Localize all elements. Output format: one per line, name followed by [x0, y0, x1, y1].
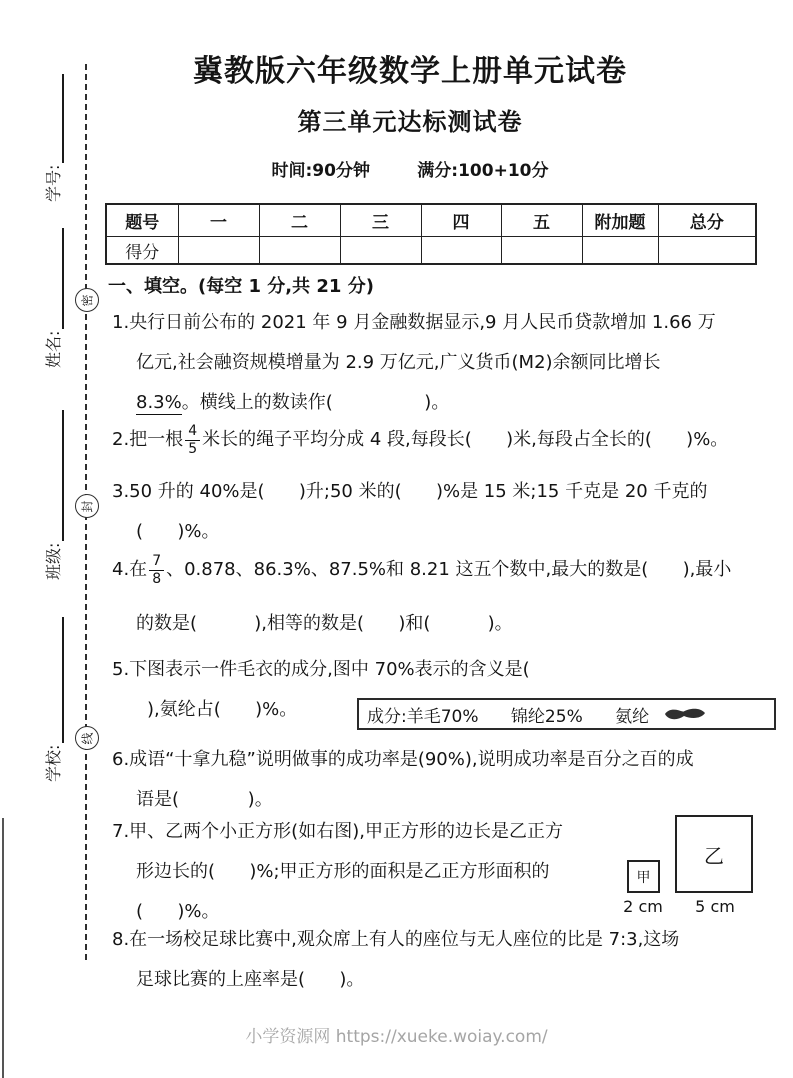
question-3-line-2: ( )%。 — [136, 521, 220, 542]
student-id-label: 学号: — [44, 164, 63, 202]
question-1-line-1: 1.央行日前公布的 2021 年 9 月金融数据显示,9 月人民币贷款增加 1.66 万 — [112, 312, 716, 333]
question-7-line-3: ( )%。 — [136, 901, 220, 922]
square-jia — [627, 860, 660, 893]
fraction-denominator: 5 — [188, 440, 198, 457]
name-label: 姓名: — [44, 330, 63, 368]
question-7-line-1: 7.甲、乙两个小正方形(如右图),甲正方形的边长是乙正方 — [112, 821, 563, 842]
score-header-cell: 题号 — [106, 204, 178, 237]
question-2-post: 米长的绳子平均分成 4 段,每段长( )米,每段占全长的( )%。 — [202, 429, 729, 450]
student-id-field — [42, 74, 64, 202]
paper-subtitle: 第三单元达标测试卷 — [297, 108, 523, 136]
question-6 — [112, 740, 787, 820]
question-5-line-1: 5.下图表示一件毛衣的成分,图中 70%表示的含义是( — [112, 659, 530, 680]
question-8-line-2: 足球比赛的上座率是( )。 — [136, 969, 365, 990]
score-empty-cell — [340, 237, 421, 265]
square-yi-dimension: 5 cm — [695, 897, 735, 916]
fraction-7-8 — [149, 553, 164, 586]
class-field — [42, 410, 64, 580]
score-header-cell: 三 — [340, 204, 421, 237]
question-2-line-1 — [112, 420, 787, 460]
name-blank-line — [48, 228, 64, 329]
fraction-denominator: 8 — [152, 570, 162, 587]
fraction-4-5 — [185, 423, 200, 456]
score-table-score-row — [106, 237, 756, 265]
score-header-cell: 一 — [178, 204, 259, 237]
question-4-line-1 — [112, 550, 787, 590]
score-header-cell: 四 — [421, 204, 501, 237]
question-8 — [112, 920, 787, 1000]
question-6-line-2: 语是( )。 — [136, 789, 273, 810]
sweater-composition-box — [357, 698, 776, 730]
question-2 — [112, 420, 787, 460]
question-5-line-2: ),氨纶占( )%。 — [147, 699, 298, 720]
time-score-info: 时间:90分钟 满分:100+10分 — [271, 161, 549, 181]
seal-char-xian — [75, 726, 99, 750]
question-4-line-2: 的数是( ),相等的数是( )和( )。 — [136, 613, 513, 634]
seal-char-mi — [75, 288, 99, 312]
ink-blob-icon — [663, 706, 707, 722]
square-jia-dimension: 2 cm — [623, 897, 663, 916]
score-header-cell: 五 — [501, 204, 582, 237]
question-1 — [112, 303, 787, 423]
score-row-label: 得分 — [106, 237, 178, 265]
question-4-post: 、0.878、86.3%、87.5%和 8.21 这五个数中,最大的数是( ),最小 — [166, 559, 732, 580]
name-field — [42, 228, 64, 368]
question-1-line-3-rest: 。横线上的数读作( )。 — [181, 392, 450, 413]
score-header-cell: 二 — [259, 204, 340, 237]
square-jia-label: 甲 — [636, 869, 651, 886]
question-6-line-1: 6.成语“十拿九稳”说明做事的成功率是(90%),说明成功率是百分之百的成 — [112, 749, 694, 770]
score-table-header-row — [106, 204, 756, 237]
score-empty-cell — [178, 237, 259, 265]
square-yi — [675, 815, 753, 893]
question-7-line-2: 形边长的( )%;甲正方形的面积是乙正方形面积的 — [136, 861, 550, 882]
seal-char-feng — [75, 494, 99, 518]
seal-char-label: 线 — [80, 731, 95, 745]
fraction-numerator: 7 — [149, 553, 164, 570]
score-empty-cell — [658, 237, 756, 265]
class-blank-line — [48, 410, 64, 541]
section-one-heading: 一、填空。(每空 1 分,共 21 分) — [108, 276, 374, 297]
score-table — [105, 203, 757, 265]
school-label: 学校: — [44, 744, 63, 782]
seal-char-label: 封 — [80, 499, 95, 513]
score-empty-cell — [421, 237, 501, 265]
school-field — [42, 617, 64, 782]
question-8-line-1: 8.在一场校足球比赛中,观众席上有人的座位与无人座位的比是 7:3,这场 — [112, 929, 680, 950]
score-empty-cell — [259, 237, 340, 265]
question-1-line-3 — [112, 383, 787, 423]
question-2-pre: 2.把一根 — [112, 429, 184, 450]
fraction-numerator: 4 — [185, 423, 200, 440]
square-yi-label: 乙 — [704, 843, 724, 868]
class-label: 班级: — [44, 542, 63, 580]
question-4 — [112, 550, 787, 644]
composition-text: 成分:羊毛70% 锦纶25% 氨纶 — [367, 706, 650, 727]
question-7 — [112, 812, 632, 932]
site-credit: 小学资源网 https://xueke.woiay.com/ — [245, 1027, 548, 1047]
score-header-cell: 附加题 — [582, 204, 658, 237]
score-empty-cell — [501, 237, 582, 265]
question-3-line-1: 3.50 升的 40%是( )升;50 米的( )%是 15 米;15 千克是 20 千克的 — [112, 481, 708, 502]
paper-title: 冀教版六年级数学上册单元试卷 — [193, 54, 627, 89]
school-blank-line — [48, 617, 64, 743]
score-header-cell: 总分 — [658, 204, 756, 237]
underlined-value: 8.3% — [136, 392, 182, 413]
score-empty-cell — [582, 237, 658, 265]
question-3 — [112, 472, 787, 552]
question-1-line-2: 亿元,社会融资规模增量为 2.9 万亿元,广义货币(M2)余额同比增长 — [136, 352, 661, 373]
seal-char-label: 密 — [80, 293, 95, 307]
question-4-pre: 4.在 — [112, 559, 148, 580]
